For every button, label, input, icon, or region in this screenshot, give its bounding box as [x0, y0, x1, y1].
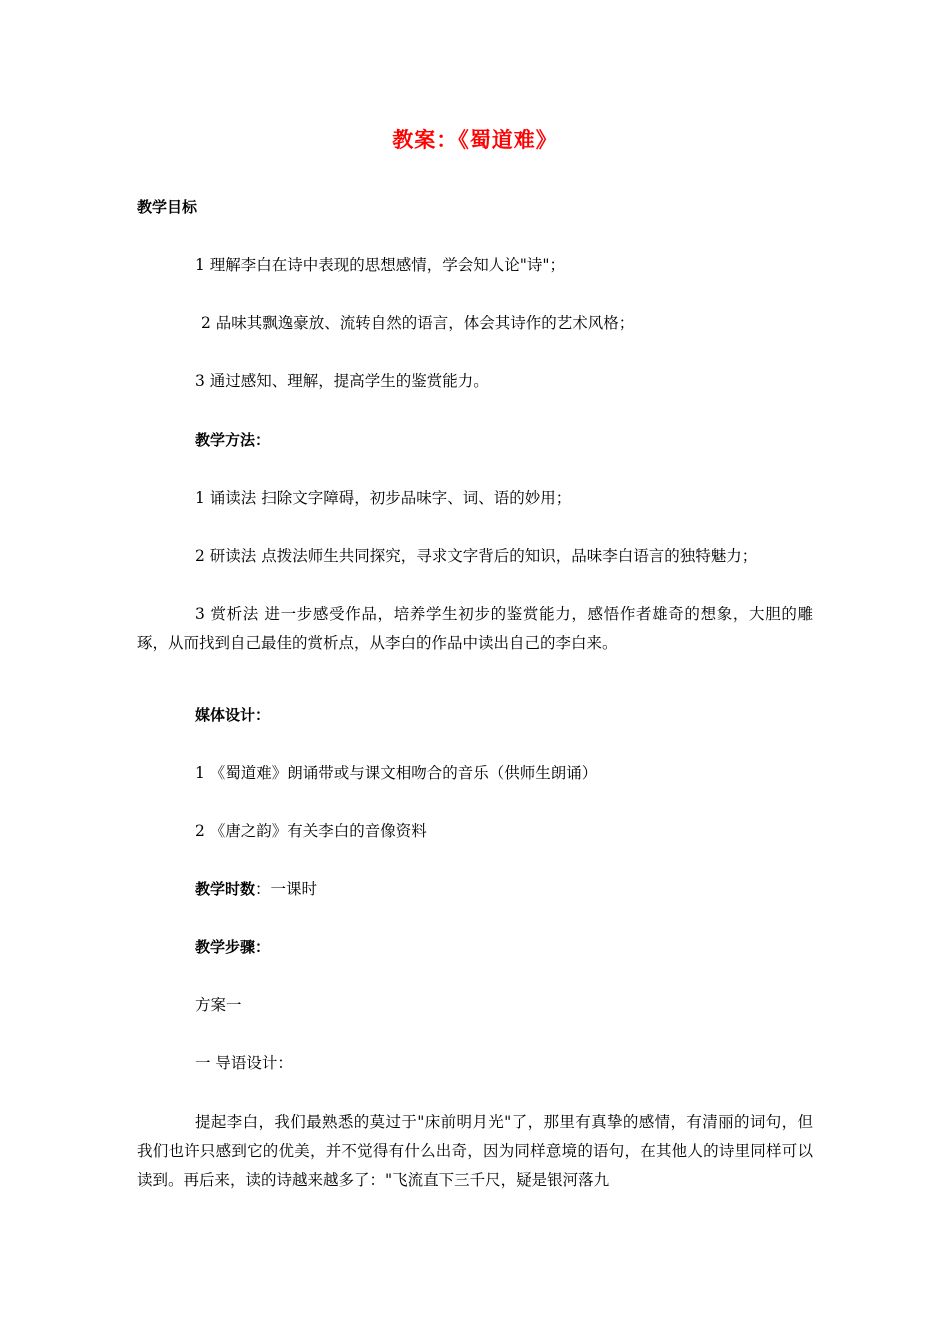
methods-heading: 教学方法：: [195, 431, 271, 449]
steps-heading: 教学步骤：: [195, 938, 271, 956]
teaching-hours-value: 一课时: [270, 880, 318, 898]
method-item-2: 2 研读法 点拨法师生共同探究，寻求文字背后的知识，品味李白语言的独特魅力；: [195, 547, 758, 565]
teaching-hours-label: 教学时数: [195, 880, 256, 898]
teaching-hours: [195, 878, 317, 900]
method-item-1: 1 诵读法 扫除文字障碍，初步品味字、词、语的妙用；: [195, 489, 572, 507]
intro-subheading: 一 导语设计：: [195, 1054, 293, 1072]
plan-label: 方案一: [195, 996, 242, 1014]
teaching-hours-separator: ：: [255, 880, 271, 898]
document-title: 教案：《蜀道难》: [392, 128, 558, 152]
media-heading: 媒体设计：: [195, 706, 271, 724]
media-item-2: 2 《唐之韵》有关李白的音像资料: [195, 822, 427, 840]
objective-item-2: 2 品味其飘逸豪放、流转自然的语言，体会其诗作的艺术风格；: [201, 314, 635, 332]
media-item-1: 1 《蜀道难》朗诵带或与课文相吻合的音乐（供师生朗诵）: [195, 764, 598, 782]
objective-item-3: 3 通过感知、理解，提高学生的鉴赏能力。: [195, 372, 489, 390]
objective-item-1: 1 理解李白在诗中表现的思想感情，学会知人论"诗"；: [195, 256, 566, 274]
intro-paragraph: 提起李白，我们最熟悉的莫过于"床前明月光"了，那里有真挚的感情，有清丽的词句，但我们也许只感到它的优美，并不觉得有什么出奇，因为同样意境的语句，在其他人的诗里同样可以读到。再后来，读的诗越来越多了："飞流直下三千尺，疑是银河落九: [137, 1113, 813, 1189]
method-item-3: 3 赏析法 进一步感受作品，培养学生初步的鉴赏能力，感悟作者雄奇的想象，大胆的雕琢，从而找到自己最佳的赏析点，从李白的作品中读出自己的李白来。: [137, 605, 813, 652]
objectives-heading: 教学目标: [137, 198, 198, 216]
